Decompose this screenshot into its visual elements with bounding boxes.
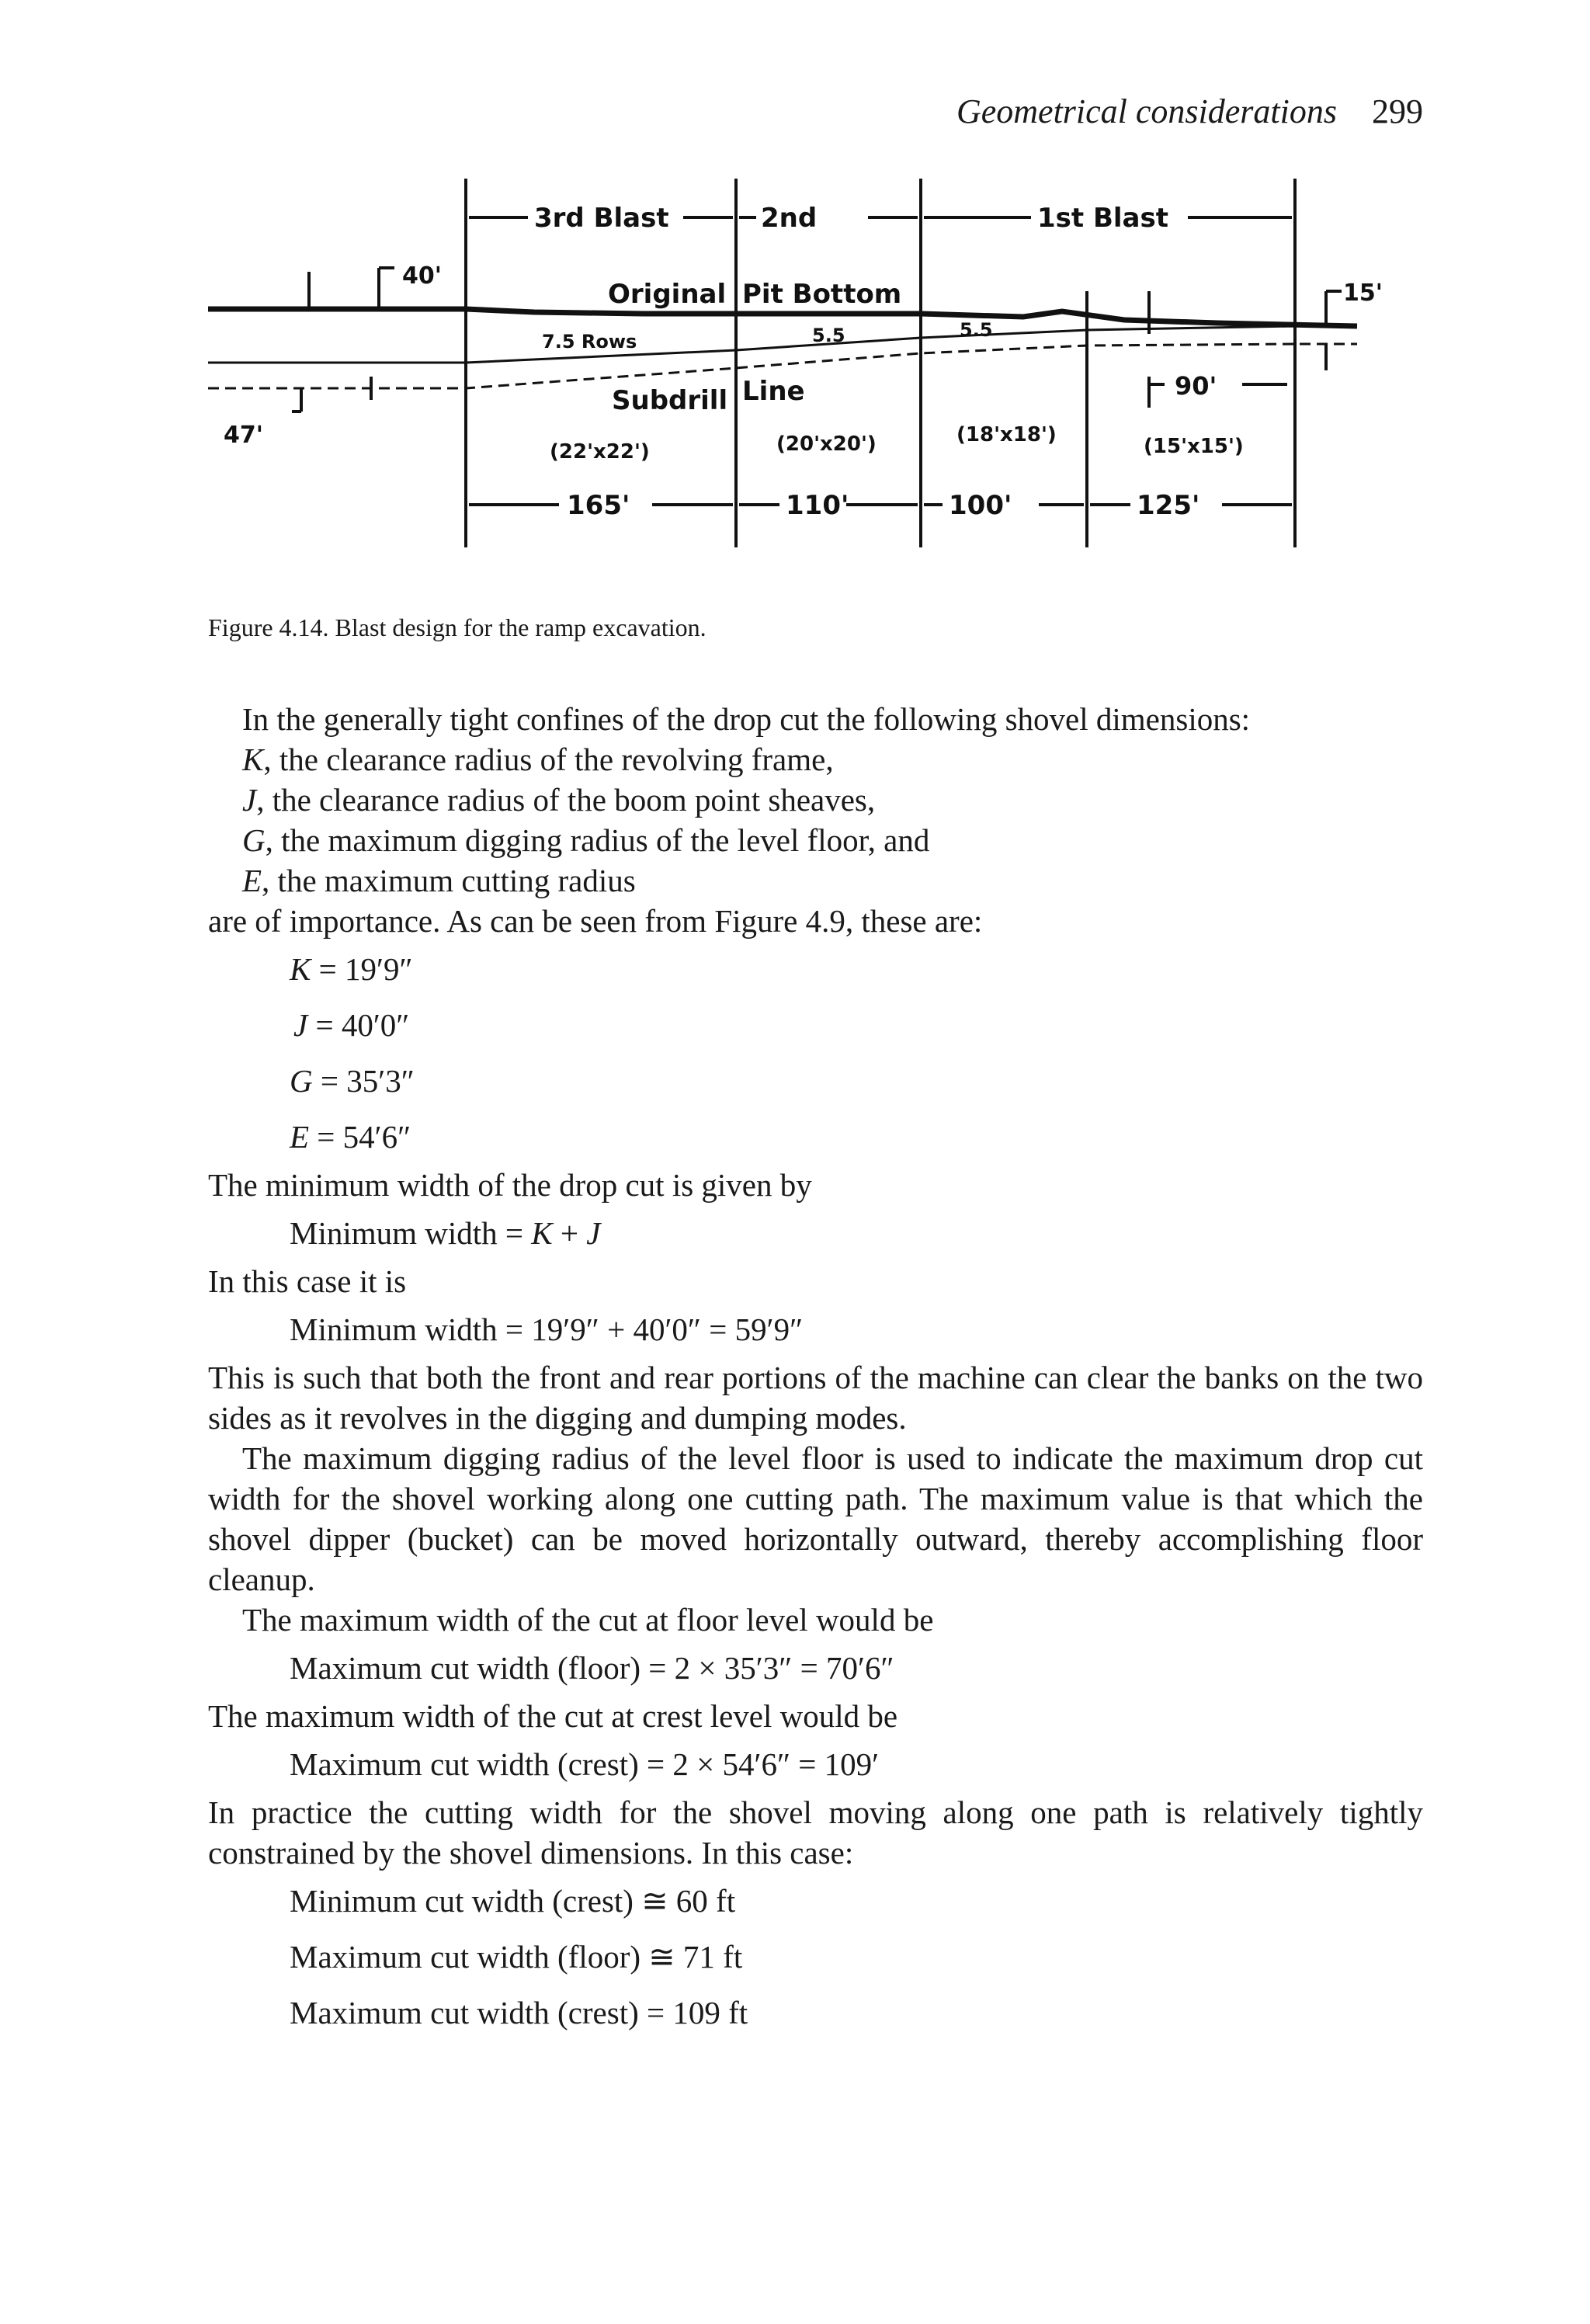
equation-text: Minimum width = xyxy=(290,1215,532,1251)
pattern-1st-a: (18'x18') xyxy=(956,423,1057,446)
blast-label-3rd: 3rd Blast xyxy=(534,203,669,234)
list-item xyxy=(208,780,1423,820)
blast-label-1st: 1st Blast xyxy=(1037,203,1168,234)
equation-value: = 54′6″ xyxy=(309,1119,411,1155)
equation xyxy=(208,1053,1423,1109)
paragraph: In practice the cutting width for the shovel moving along one path is relatively tightly constrained by the shovel dimensions. In this case: xyxy=(208,1794,1423,1871)
list-item-text: , the clearance radius of the revolving frame, xyxy=(263,742,834,777)
rows-label-1st: 5.5 xyxy=(960,319,993,341)
length-110: 110' xyxy=(786,490,849,521)
figure-caption: Figure 4.14. Blast design for the ramp excavation. xyxy=(208,613,706,641)
variable: G xyxy=(242,822,266,858)
list-item-text: , the maximum cutting radius xyxy=(262,863,636,898)
list-item-text: , the maximum digging radius of the level floor, and xyxy=(265,822,930,858)
original-label: Original xyxy=(608,279,727,310)
equation: Minimum cut width (crest) ≅ 60 ft xyxy=(290,1883,736,1919)
blast-label-2nd: 2nd xyxy=(761,203,818,234)
running-head-title: Geometrical considerations xyxy=(956,92,1337,130)
pattern-3rd: (22'x22') xyxy=(550,440,650,464)
pattern-2nd: (20'x20') xyxy=(776,432,877,456)
page-number: 299 xyxy=(1372,92,1423,130)
equation xyxy=(208,1205,1423,1261)
equation: Minimum width = 19′9″ + 40′0″ = 59′9″ xyxy=(290,1311,804,1347)
elev-15-label: 15' xyxy=(1343,280,1383,307)
list-item xyxy=(208,860,1423,901)
paragraph: This is such that both the front and rear portions of the machine can clear the banks on the two sides as it revolves in the digging and dumping modes. xyxy=(208,1360,1423,1436)
equation xyxy=(208,997,1423,1053)
equation xyxy=(208,1109,1423,1165)
equation: Maximum cut width (floor) = 2 × 35′3″ = 70′6″ xyxy=(290,1650,894,1686)
paragraph: The maximum digging radius of the level floor is used to indicate the maximum drop cut width for the shovel working along one cutting path. The maximum value is that which the shovel dipper (bucket) can be moved horizontally outward, thereby accomplishing floor cleanup. xyxy=(208,1440,1423,1597)
rows-label-3rd: 7.5 Rows xyxy=(542,331,637,353)
elev-47-label: 47' xyxy=(224,422,263,449)
running-head xyxy=(956,92,1423,131)
paragraph: The maximum width of the cut at floor level would be xyxy=(242,1602,934,1638)
span-90-label: 90' xyxy=(1175,371,1217,401)
list-item-text: , the clearance radius of the boom point sheaves, xyxy=(256,782,876,818)
line-label: Line xyxy=(742,376,805,407)
blast-design-diagram xyxy=(208,167,1383,571)
variable: J xyxy=(586,1215,601,1251)
paragraph: The minimum width of the drop cut is given by xyxy=(208,1167,812,1203)
variable: G xyxy=(290,1063,313,1099)
variable: J xyxy=(242,782,257,818)
subdrill-label: Subdrill xyxy=(612,385,728,416)
variable: K xyxy=(531,1215,553,1251)
paragraph: In the generally tight confines of the drop cut the following shovel dimensions: xyxy=(242,701,1251,737)
equation: Maximum cut width (crest) = 2 × 54′6″ = 109′ xyxy=(290,1746,880,1782)
pit-bottom-label: Pit Bottom xyxy=(742,279,902,310)
equation: Maximum cut width (floor) ≅ 71 ft xyxy=(290,1939,743,1975)
variable: J xyxy=(293,1007,308,1043)
original-pit-bottom-line xyxy=(208,309,1357,326)
equation xyxy=(208,941,1423,997)
paragraph: The maximum width of the cut at crest level would be xyxy=(208,1698,898,1734)
paragraph: are of importance. As can be seen from Figure 4.9, these are: xyxy=(208,903,983,939)
variable: K xyxy=(242,742,264,777)
pattern-1st-b: (15'x15') xyxy=(1144,435,1244,458)
length-165: 165' xyxy=(567,490,630,521)
equation-operator: + xyxy=(552,1215,587,1251)
variable: E xyxy=(290,1119,310,1155)
length-100: 100' xyxy=(949,490,1012,521)
equation: Maximum cut width (crest) = 109 ft xyxy=(290,1995,748,2030)
rows-label-2nd: 5.5 xyxy=(812,325,845,346)
body-text xyxy=(208,699,1423,2041)
list-item xyxy=(208,739,1423,780)
variable: E xyxy=(242,863,262,898)
list-item xyxy=(208,820,1423,860)
equation-value: = 19′9″ xyxy=(311,951,413,987)
equation-value: = 35′3″ xyxy=(312,1063,415,1099)
variable: K xyxy=(290,951,311,987)
blast-design-figure xyxy=(208,167,1383,571)
equation-value: = 40′0″ xyxy=(307,1007,410,1043)
elev-40-label: 40' xyxy=(402,262,442,290)
length-125: 125' xyxy=(1137,490,1200,521)
paragraph: In this case it is xyxy=(208,1263,407,1299)
